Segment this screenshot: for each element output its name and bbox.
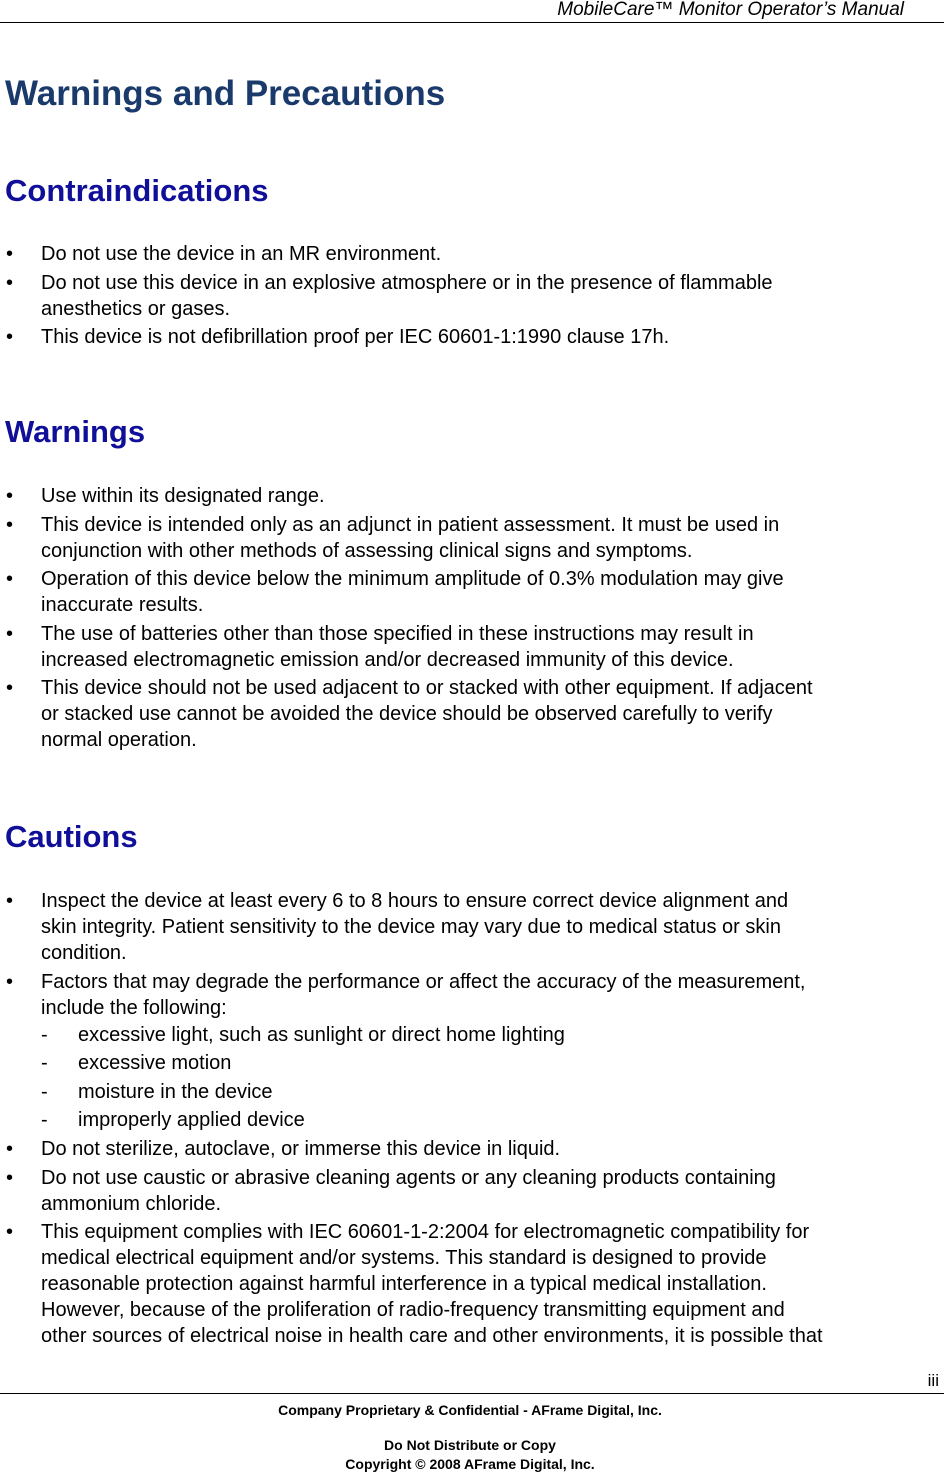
list-item — [0, 969, 944, 1134]
warnings-list — [0, 483, 944, 756]
list-item — [0, 888, 944, 966]
list-item-text: Do not use the device in an MR environment. — [41, 243, 442, 265]
list-item-text: Do not use caustic or abrasive cleaning agents or any cleaning products containing — [41, 1166, 776, 1189]
list-item-text: Do not use this device in an explosive atmosphere or in the presence of flammable — [41, 271, 773, 294]
bullet-icon: • — [6, 890, 14, 912]
header-title: MobileCare™ Monitor Operator’s Manual — [557, 0, 904, 20]
list-item-text: skin integrity. Patient sensitivity to the device may vary due to medical status or skin — [41, 916, 781, 938]
bullet-icon: • — [6, 677, 14, 700]
list-item-text: reasonable protection against harmful interference in a typical medical installation. — [41, 1273, 767, 1296]
bullet-icon: • — [6, 1137, 14, 1160]
sub-list-item — [41, 1050, 944, 1076]
list-item-text: other sources of electrical noise in health care and other environments, it is possible that — [41, 1325, 823, 1348]
list-item — [0, 512, 944, 564]
list-item — [0, 1219, 944, 1349]
sub-list-item-text: improperly applied device — [78, 1109, 305, 1132]
bullet-icon: • — [6, 485, 14, 507]
sub-list-item — [41, 1107, 944, 1133]
list-item-text: medical electrical equipment and/or systems. This standard is designed to provide — [41, 1247, 767, 1270]
list-item-text: conjunction with other methods of assessing clinical signs and symptoms. — [41, 539, 693, 562]
footer-copyright: Copyright © 2008 AFrame Digital, Inc. — [345, 1456, 595, 1472]
bullet-icon: • — [6, 271, 14, 294]
header-rule — [0, 22, 944, 23]
sub-list-item-text: excessive motion — [78, 1052, 232, 1075]
list-item-text: or stacked use cannot be avoided the device should be observed carefully to verify — [41, 703, 773, 726]
list-item — [0, 270, 944, 322]
sub-list-item — [41, 1022, 944, 1048]
list-item-text: However, because of the proliferation of radio-frequency transmitting equipment and — [41, 1299, 785, 1322]
list-item — [0, 1136, 944, 1162]
bullet-icon: • — [6, 568, 14, 591]
list-item-text: ammonium chloride. — [41, 1192, 222, 1215]
contraindications-heading: Contraindications — [5, 173, 269, 208]
list-item — [0, 483, 944, 509]
bullet-icon: • — [6, 326, 14, 349]
sub-list-item-text: moisture in the device — [78, 1080, 273, 1103]
warnings-heading: Warnings — [5, 414, 146, 449]
dash-icon: - — [41, 1109, 48, 1132]
bullet-icon: • — [6, 243, 14, 265]
list-item-text: inaccurate results. — [41, 594, 204, 617]
bullet-icon: • — [6, 513, 14, 536]
list-item-text: include the following: — [41, 996, 227, 1019]
bullet-icon: • — [6, 1166, 14, 1189]
list-item-text: Do not sterilize, autoclave, or immerse this device in liquid. — [41, 1137, 561, 1160]
list-item-text: Operation of this device below the minimum amplitude of 0.3% modulation may give — [41, 568, 784, 591]
list-item — [0, 1165, 944, 1217]
list-item — [0, 324, 944, 350]
list-item-text: condition. — [41, 942, 127, 964]
dash-icon: - — [41, 1023, 48, 1046]
cautions-heading: Cautions — [5, 819, 138, 854]
sub-list — [41, 1022, 944, 1134]
bullet-icon: • — [6, 1221, 14, 1244]
list-item-text: This device is intended only as an adjunct in patient assessment. It must be used in — [41, 513, 780, 536]
list-item — [0, 566, 944, 618]
page-title: Warnings and Precautions — [5, 74, 446, 113]
list-item-text: This device should not be used adjacent to or stacked with other equipment. If adjacent — [41, 677, 813, 700]
list-item — [0, 241, 944, 267]
footer-distribution: Do Not Distribute or Copy — [384, 1437, 556, 1453]
dash-icon: - — [41, 1080, 48, 1103]
sub-list-item — [41, 1079, 944, 1105]
sub-list-item-text: excessive light, such as sunlight or direct home lighting — [78, 1023, 565, 1046]
list-item-text: anesthetics or gases. — [41, 297, 230, 320]
dash-icon: - — [41, 1052, 48, 1075]
bullet-icon: • — [6, 622, 14, 645]
list-item-text: Use within its designated range. — [41, 485, 325, 507]
list-item — [0, 675, 944, 753]
cautions-list — [0, 888, 944, 1352]
page-number: iii — [927, 1371, 939, 1390]
list-item-text: This equipment complies with IEC 60601-1-2:2004 for electromagnetic compatibility for — [41, 1221, 810, 1244]
footer-confidential: Company Proprietary & Confidential - AFrame Digital, Inc. — [278, 1402, 662, 1418]
footer-rule — [0, 1393, 944, 1394]
list-item-text: increased electromagnetic emission and/or decreased immunity of this device. — [41, 648, 734, 671]
bullet-icon: • — [6, 970, 14, 993]
list-item — [0, 621, 944, 673]
list-item-text: Factors that may degrade the performance or affect the accuracy of the measurement, — [41, 970, 806, 993]
list-item-text: normal operation. — [41, 729, 197, 752]
list-item-text: This device is not defibrillation proof per IEC 60601-1:1990 clause 17h. — [41, 326, 670, 349]
list-item-text: The use of batteries other than those specified in these instructions may result in — [41, 622, 754, 645]
contraindications-list — [0, 241, 944, 353]
list-item-text: Inspect the device at least every 6 to 8 hours to ensure correct device alignment and — [41, 890, 789, 912]
